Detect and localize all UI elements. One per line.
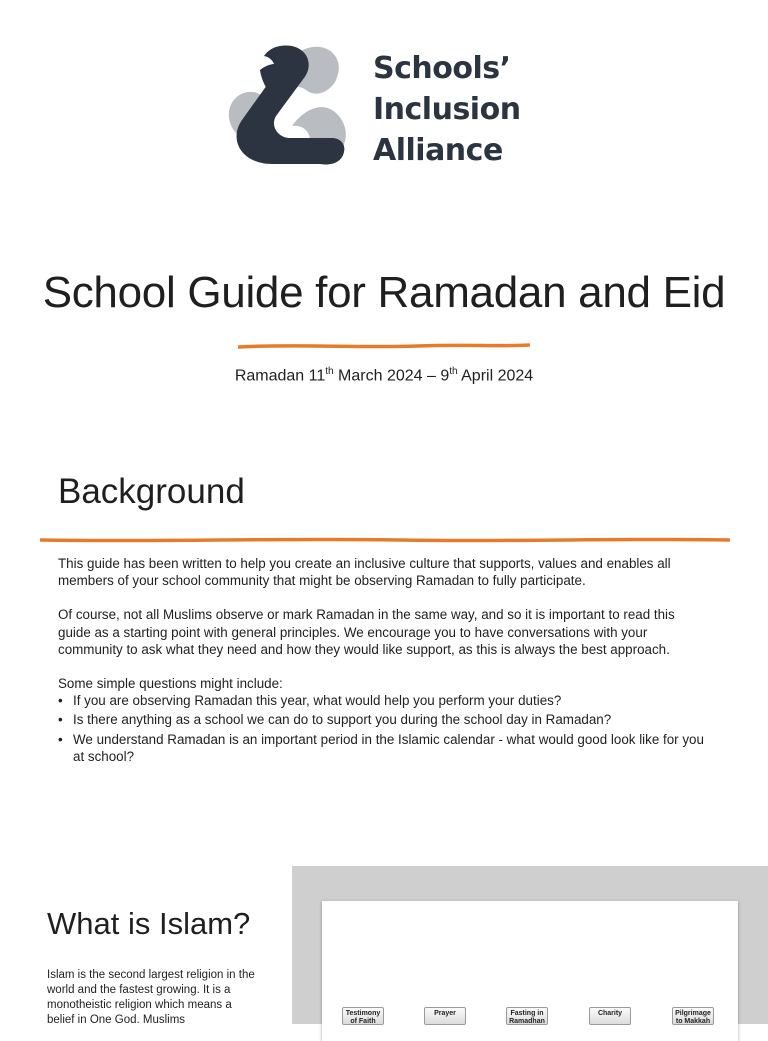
pillar-fasting: Fasting in Ramadhan (506, 1007, 548, 1025)
questions-list (58, 692, 708, 765)
date-sup-1: th (325, 366, 334, 377)
document-title: School Guide for Ramadan and Eid (42, 268, 726, 317)
background-underline (40, 533, 730, 547)
pillar-charity: Charity (589, 1007, 631, 1025)
title-underline (238, 340, 530, 352)
date-sup-2: th (449, 366, 458, 377)
logo (220, 40, 530, 170)
logo-wordmark (373, 48, 521, 171)
islam-heading: What is Islam? (47, 906, 251, 941)
background-paragraph-2: Of course, not all Muslims observe or mark Ramadan in the same way, and so it is important to read this guide as a starting point with general principles. We encourage you to have conversations with your community to ask what they need and how they would like support, as this is always the best approach. (58, 607, 675, 657)
pillar-prayer: Prayer (424, 1007, 466, 1025)
date-prefix: Ramadan 11 (234, 367, 326, 385)
logo-line-3: Alliance (373, 133, 503, 168)
logo-line-2: Inclusion (373, 92, 521, 127)
questions-intro: Some simple questions might include: (58, 676, 283, 692)
logo-mark-icon (220, 40, 360, 170)
background-body (58, 555, 708, 767)
pillar-testimony: Testimony of Faith (342, 1007, 384, 1025)
islam-body: Islam is the second largest religion in the world and the fastest growing. It is a monotheistic religion which means a belief in One God. Muslims (47, 969, 255, 1026)
logo-line-1: Schools’ (373, 51, 511, 86)
date-middle: March 2024 – 9 (333, 367, 450, 385)
pillars-diagram-card (322, 901, 738, 1041)
date-suffix: April 2024 (457, 367, 534, 385)
question-item: • Is there anything as a school we can do to support you during the school day in Ramadan? (58, 711, 708, 728)
question-item: • We understand Ramadan is an important period in the Islamic calendar - what would good look like for you at school? (58, 731, 708, 765)
ramadan-dates (0, 366, 768, 385)
question-item: • If you are observing Ramadan this year, what would help you perform your duties? (58, 692, 708, 709)
background-heading: Background (58, 472, 245, 511)
pillars-diagram-panel (292, 866, 768, 1024)
pillar-pilgrimage: Pilgrimage to Makkah (672, 1007, 714, 1025)
background-paragraph-1: This guide has been written to help you create an inclusive culture that supports, values and enables all members of your school community that might be observing Ramadan to fully participate. (58, 556, 671, 589)
